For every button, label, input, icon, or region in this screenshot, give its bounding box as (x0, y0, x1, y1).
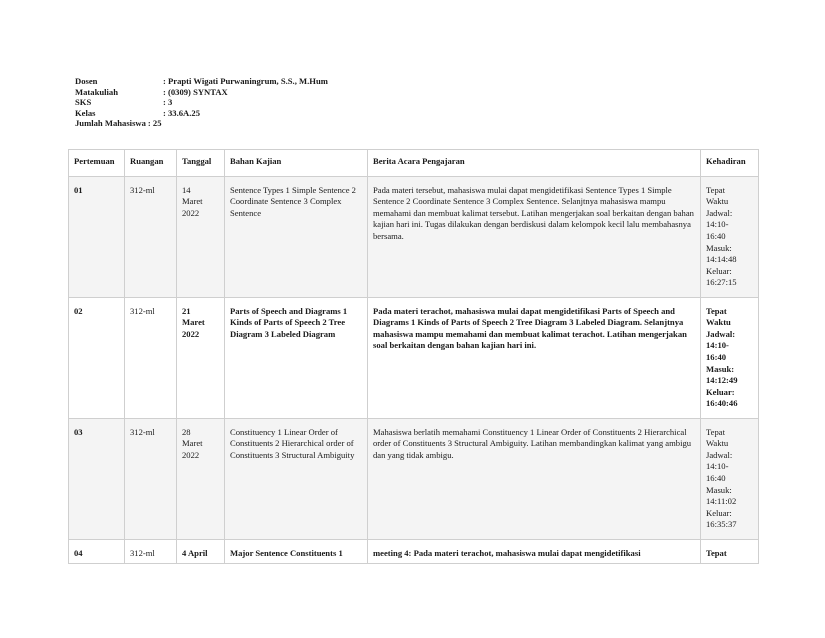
course-info (75, 76, 328, 129)
cell-kehadiran: Tepat Waktu Jadwal: 14:10- 16:40 Masuk: 14:14:48 Keluar: 16:27:15 (701, 176, 759, 297)
column-header-kehadiran: Kehadiran (701, 150, 759, 177)
info-value: : Prapti Wigati Purwaningrum, S.S., M.Hum (163, 76, 328, 86)
info-value: : 25 (147, 118, 162, 129)
info-row-sks (75, 97, 328, 108)
column-header-bahan-kajian: Bahan Kajian (225, 150, 368, 177)
info-row-jumlah-mahasiswa (75, 118, 328, 129)
cell-kehadiran: Tepat Waktu Jadwal: 14:10- 16:40 Masuk: 14:12:49 Keluar: 16:40:46 (701, 297, 759, 418)
column-header-berita-acara: Berita Acara Pengajaran (368, 150, 701, 177)
info-label: Kelas (75, 107, 96, 118)
cell-pertemuan: 03 (69, 418, 125, 539)
table-row (69, 418, 759, 539)
cell-ruangan: 312-ml (125, 539, 177, 564)
cell-bahan-kajian: Major Sentence Constituents 1 (225, 539, 368, 564)
info-row-matakuliah (75, 87, 328, 98)
attendance-table (68, 149, 759, 564)
info-value: : 3 (163, 97, 173, 108)
cell-bahan-kajian: Parts of Speech and Diagrams 1 Kinds of Parts of Speech 2 Tree Diagram 3 Labeled Diagram (225, 297, 368, 418)
cell-berita-acara: Pada materi terachot, mahasiswa mulai dapat mengidetifikasi Parts of Speech and Diagrams 1 Kinds of Parts of Speech 2 Tree Diagram 3 Labeled Diagram. Selanjtnya mahasiswa mampu memahami dan membuat kalimat terachot. Latihan mengerjakan soal berkaitan dengan bahan kajian hari ini. (368, 297, 701, 418)
info-row-dosen (75, 76, 328, 87)
table-row (69, 297, 759, 418)
cell-pertemuan: 02 (69, 297, 125, 418)
column-header-pertemuan: Pertemuan (69, 150, 125, 177)
cell-ruangan: 312-ml (125, 418, 177, 539)
cell-ruangan: 312-ml (125, 297, 177, 418)
cell-berita-acara: Mahasiswa berlatih memahami Constituency 1 Linear Order of Constituents 2 Hierarchical order of Constituents 3 Structural Ambiguity. Latihan membandingkan kalimat yang ambigu dan yang tidak ambigu. (368, 418, 701, 539)
info-label: Dosen (75, 76, 98, 86)
cell-berita-acara: Pada materi tersebut, mahasiswa mulai dapat mengidetifikasi Sentence Types 1 Simple Sentence 2 Coordinate Sentence 3 Complex Sentence. Selanjtnya mahasiswa mampu memahami dan membuat kalimat tersebut. Latihan mengerjakan soal berkaitan dengan bahan kajian hari ini. Tugas dilakukan dengan berdiskusi dalam kelompok kecil lalu membahasnya bersama. (368, 176, 701, 297)
table-header-row (69, 150, 759, 177)
cell-tanggal: 28 Maret 2022 (177, 418, 225, 539)
table-row (69, 176, 759, 297)
cell-tanggal: 14 Maret 2022 (177, 176, 225, 297)
cell-tanggal: 21 Maret 2022 (177, 297, 225, 418)
info-value: : 33.6A.25 (163, 107, 200, 118)
cell-berita-acara: meeting 4: Pada materi terachot, mahasiswa mulai dapat mengidetifikasi (368, 539, 701, 564)
cell-ruangan: 312-ml (125, 176, 177, 297)
cell-kehadiran: Tepat (701, 539, 759, 564)
info-label: Matakuliah (75, 86, 118, 97)
info-label: Jumlah Mahasiswa (75, 118, 146, 129)
cell-bahan-kajian: Constituency 1 Linear Order of Constituents 2 Hierarchical order of Constituents 3 Structural Ambiguity (225, 418, 368, 539)
column-header-ruangan: Ruangan (125, 150, 177, 177)
table-row (69, 539, 759, 564)
cell-bahan-kajian: Sentence Types 1 Simple Sentence 2 Coordinate Sentence 3 Complex Sentence (225, 176, 368, 297)
info-label: SKS (75, 97, 92, 108)
cell-pertemuan: 04 (69, 539, 125, 564)
cell-kehadiran: Tepat Waktu Jadwal: 14:10- 16:40 Masuk: 14:11:02 Keluar: 16:35:37 (701, 418, 759, 539)
info-value: : (0309) SYNTAX (163, 86, 228, 97)
column-header-tanggal: Tanggal (177, 150, 225, 177)
cell-pertemuan: 01 (69, 176, 125, 297)
cell-tanggal: 4 April (177, 539, 225, 564)
info-row-kelas (75, 108, 328, 119)
